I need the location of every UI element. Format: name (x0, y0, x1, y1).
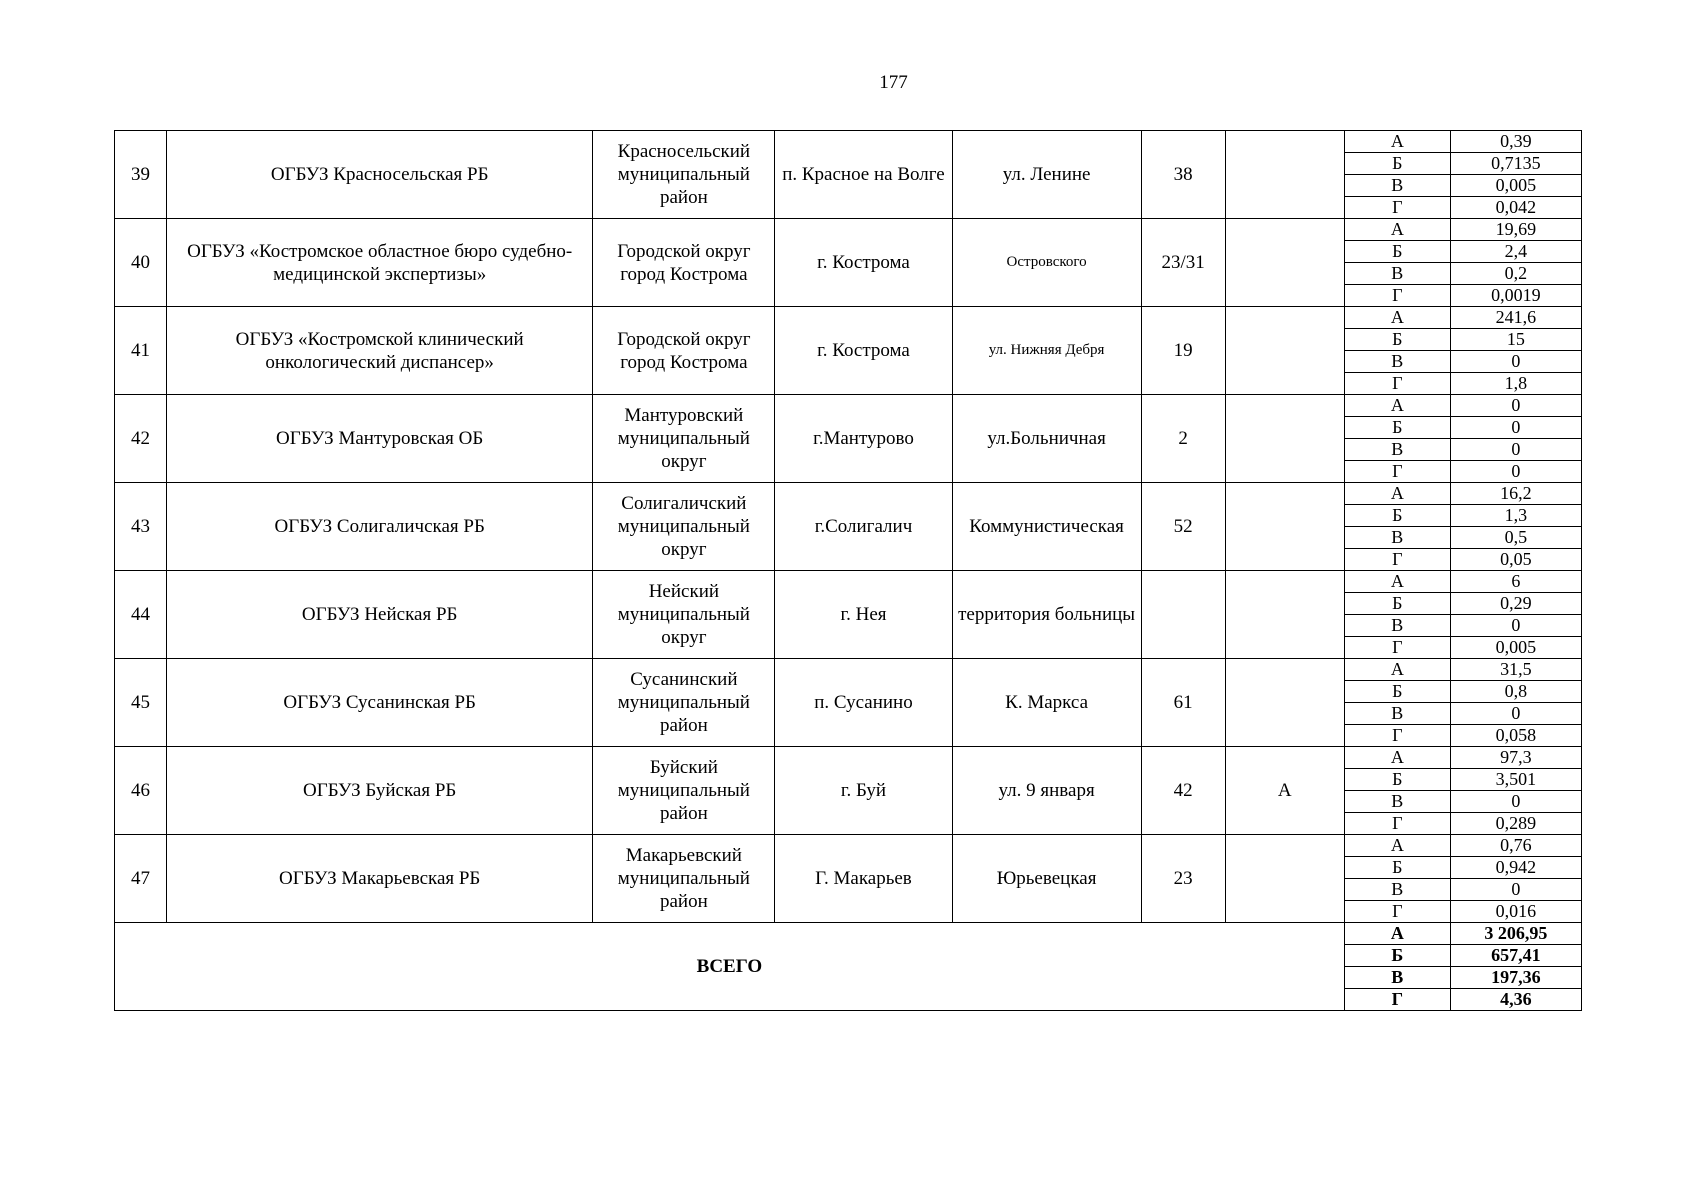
house-number: 61 (1141, 659, 1225, 747)
table-row (115, 571, 1582, 593)
hazard-class: В (1344, 703, 1450, 725)
street: ул. 9 января (952, 747, 1141, 835)
hazard-value: 15 (1450, 329, 1581, 351)
organization-name: ОГБУЗ Нейская РБ (167, 571, 593, 659)
hazard-class: В (1344, 351, 1450, 373)
building (1225, 835, 1344, 923)
total-hazard-value: 657,41 (1450, 945, 1581, 967)
hazard-class: Б (1344, 241, 1450, 263)
hazard-class: Б (1344, 593, 1450, 615)
hazard-class: Б (1344, 153, 1450, 175)
locality: Г. Макарьев (775, 835, 952, 923)
hazard-value: 0,39 (1450, 131, 1581, 153)
district: Городской округ город Кострома (593, 307, 775, 395)
hazard-value: 1,3 (1450, 505, 1581, 527)
row-number: 41 (115, 307, 167, 395)
street: ул.Больничная (952, 395, 1141, 483)
row-number: 45 (115, 659, 167, 747)
building (1225, 571, 1344, 659)
total-hazard-class: А (1344, 923, 1450, 945)
house-number: 23 (1141, 835, 1225, 923)
hazard-class: А (1344, 835, 1450, 857)
hazard-class: В (1344, 263, 1450, 285)
organization-name: ОГБУЗ Макарьевская РБ (167, 835, 593, 923)
hazard-class: В (1344, 791, 1450, 813)
row-number: 42 (115, 395, 167, 483)
building: А (1225, 747, 1344, 835)
row-number: 39 (115, 131, 167, 219)
hazard-class: Г (1344, 901, 1450, 923)
hazard-value: 1,8 (1450, 373, 1581, 395)
building (1225, 307, 1344, 395)
row-number: 46 (115, 747, 167, 835)
hazard-class: Г (1344, 197, 1450, 219)
hazard-value: 3,501 (1450, 769, 1581, 791)
locality: г. Кострома (775, 307, 952, 395)
hazard-value: 0 (1450, 461, 1581, 483)
house-number: 19 (1141, 307, 1225, 395)
locality: г. Буй (775, 747, 952, 835)
locality: г. Кострома (775, 219, 952, 307)
locality: г.Солигалич (775, 483, 952, 571)
hazard-value: 0 (1450, 351, 1581, 373)
hazard-class: Г (1344, 637, 1450, 659)
hazard-value: 0,8 (1450, 681, 1581, 703)
hazard-value: 0,942 (1450, 857, 1581, 879)
hazard-value: 0,289 (1450, 813, 1581, 835)
hazard-class: Г (1344, 285, 1450, 307)
hazard-class: А (1344, 483, 1450, 505)
street: Островского (952, 219, 1141, 307)
hazard-value: 97,3 (1450, 747, 1581, 769)
street: территория больницы (952, 571, 1141, 659)
district: Нейский муниципальный округ (593, 571, 775, 659)
hazard-value: 0 (1450, 417, 1581, 439)
hazard-value: 16,2 (1450, 483, 1581, 505)
hazard-class: Б (1344, 769, 1450, 791)
hazard-value: 19,69 (1450, 219, 1581, 241)
table-row (115, 835, 1582, 857)
table-row (115, 483, 1582, 505)
total-hazard-class: В (1344, 967, 1450, 989)
district: Городской округ город Кострома (593, 219, 775, 307)
hazard-class: Б (1344, 417, 1450, 439)
house-number: 38 (1141, 131, 1225, 219)
hazard-class: Б (1344, 329, 1450, 351)
row-number: 47 (115, 835, 167, 923)
hazard-value: 31,5 (1450, 659, 1581, 681)
locality: г. Нея (775, 571, 952, 659)
street: ул. Ленине (952, 131, 1141, 219)
hazard-class: В (1344, 439, 1450, 461)
organization-name: ОГБУЗ «Костромское областное бюро судебно-медицинской экспертизы» (167, 219, 593, 307)
hazard-value: 0 (1450, 703, 1581, 725)
total-hazard-class: Г (1344, 989, 1450, 1011)
street: Коммунистическая (952, 483, 1141, 571)
hazard-class: В (1344, 615, 1450, 637)
building (1225, 395, 1344, 483)
organization-name: ОГБУЗ «Костромской клинический онкологический диспансер» (167, 307, 593, 395)
hazard-class: Г (1344, 549, 1450, 571)
hazard-value: 0,05 (1450, 549, 1581, 571)
hazard-class: Г (1344, 461, 1450, 483)
hazard-value: 0 (1450, 879, 1581, 901)
hazard-class: Б (1344, 505, 1450, 527)
hazard-value: 0,76 (1450, 835, 1581, 857)
hazard-class: А (1344, 571, 1450, 593)
hazard-value: 0,016 (1450, 901, 1581, 923)
hazard-value: 0 (1450, 791, 1581, 813)
hazard-class: Г (1344, 373, 1450, 395)
district: Мантуровский муниципальный округ (593, 395, 775, 483)
hazard-value: 0,0019 (1450, 285, 1581, 307)
table-row (115, 659, 1582, 681)
building (1225, 131, 1344, 219)
hazard-class: Б (1344, 681, 1450, 703)
hazard-value: 6 (1450, 571, 1581, 593)
page-number: 177 (879, 72, 908, 93)
hazard-class: А (1344, 747, 1450, 769)
hazard-value: 0 (1450, 439, 1581, 461)
house-number: 2 (1141, 395, 1225, 483)
locality: п. Красное на Волге (775, 131, 952, 219)
locality: п. Сусанино (775, 659, 952, 747)
hazard-value: 0 (1450, 615, 1581, 637)
total-row (115, 923, 1582, 945)
district: Буйский муниципальный район (593, 747, 775, 835)
district: Солигаличский муниципальный округ (593, 483, 775, 571)
district: Макарьевский муниципальный район (593, 835, 775, 923)
table-row (115, 219, 1582, 241)
hazard-value: 0,7135 (1450, 153, 1581, 175)
hazard-value: 0,2 (1450, 263, 1581, 285)
house-number: 23/31 (1141, 219, 1225, 307)
organization-name: ОГБУЗ Мантуровская ОБ (167, 395, 593, 483)
house-number (1141, 571, 1225, 659)
organization-name: ОГБУЗ Буйская РБ (167, 747, 593, 835)
hazard-class: Г (1344, 813, 1450, 835)
hazard-value: 0,005 (1450, 637, 1581, 659)
building (1225, 659, 1344, 747)
street: ул. Нижняя Дебря (952, 307, 1141, 395)
hazard-class: Г (1344, 725, 1450, 747)
house-number: 52 (1141, 483, 1225, 571)
hazard-value: 0,29 (1450, 593, 1581, 615)
hazard-class: В (1344, 879, 1450, 901)
organization-name: ОГБУЗ Солигаличская РБ (167, 483, 593, 571)
organization-name: ОГБУЗ Сусанинская РБ (167, 659, 593, 747)
street: Юрьевецкая (952, 835, 1141, 923)
waste-registry-table (114, 130, 1582, 1011)
building (1225, 483, 1344, 571)
hazard-class: А (1344, 307, 1450, 329)
row-number: 44 (115, 571, 167, 659)
hazard-value: 0,5 (1450, 527, 1581, 549)
total-hazard-class: Б (1344, 945, 1450, 967)
street: К. Маркса (952, 659, 1141, 747)
hazard-value: 241,6 (1450, 307, 1581, 329)
table-row (115, 131, 1582, 153)
table-row (115, 395, 1582, 417)
hazard-class: А (1344, 659, 1450, 681)
hazard-value: 0 (1450, 395, 1581, 417)
hazard-class: В (1344, 527, 1450, 549)
total-label: ВСЕГО (115, 923, 1345, 1011)
table-row (115, 307, 1582, 329)
hazard-class: В (1344, 175, 1450, 197)
locality: г.Мантурово (775, 395, 952, 483)
total-hazard-value: 4,36 (1450, 989, 1581, 1011)
total-hazard-value: 197,36 (1450, 967, 1581, 989)
district: Сусанинский муниципальный район (593, 659, 775, 747)
house-number: 42 (1141, 747, 1225, 835)
hazard-class: А (1344, 219, 1450, 241)
table-row (115, 747, 1582, 769)
hazard-value: 2,4 (1450, 241, 1581, 263)
hazard-value: 0,005 (1450, 175, 1581, 197)
organization-name: ОГБУЗ Красносельская РБ (167, 131, 593, 219)
total-hazard-value: 3 206,95 (1450, 923, 1581, 945)
hazard-value: 0,042 (1450, 197, 1581, 219)
hazard-class: А (1344, 131, 1450, 153)
row-number: 43 (115, 483, 167, 571)
row-number: 40 (115, 219, 167, 307)
hazard-value: 0,058 (1450, 725, 1581, 747)
building (1225, 219, 1344, 307)
district: Красносельский муниципальный район (593, 131, 775, 219)
hazard-class: А (1344, 395, 1450, 417)
hazard-class: Б (1344, 857, 1450, 879)
